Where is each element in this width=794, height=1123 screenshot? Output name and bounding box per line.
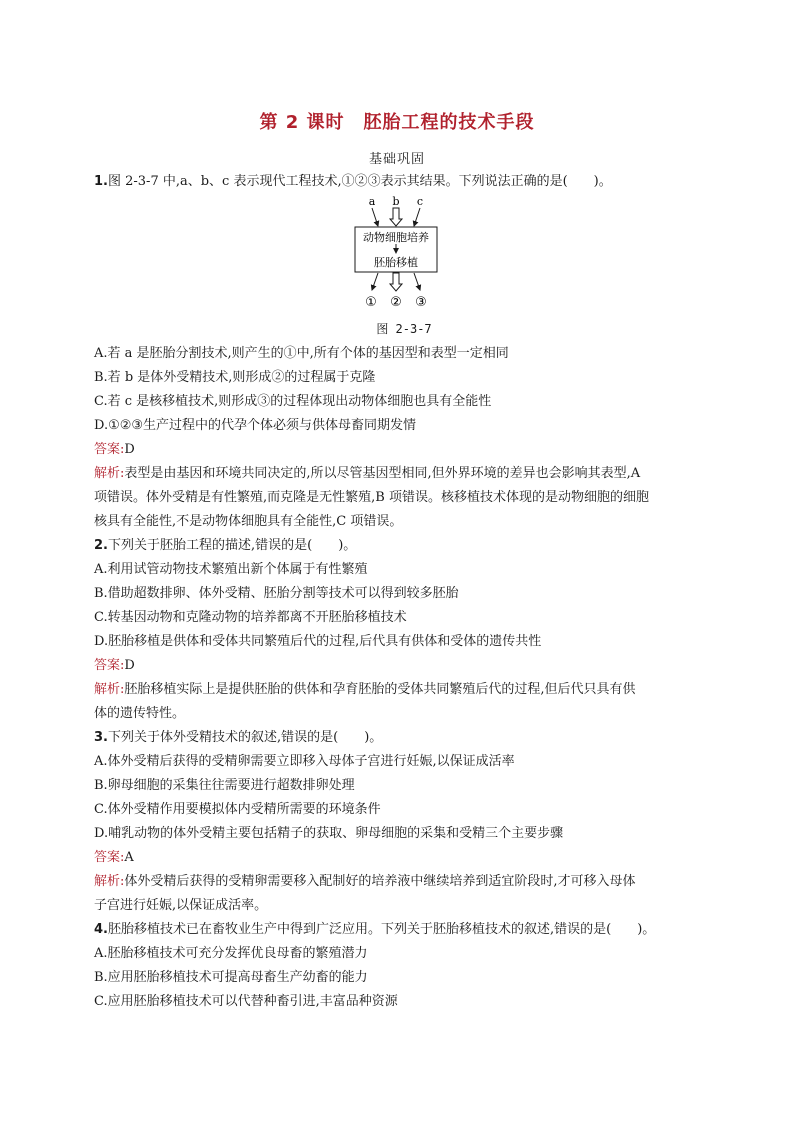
- analysis-line: 子宫进行妊娠,以保证成活率。: [94, 898, 268, 913]
- question-text: 下列关于胚胎工程的描述,错误的是( )。: [107, 538, 357, 553]
- question-text: 胚胎移植技术已在畜牧业生产中得到广泛应用。下列关于胚胎移植技术的叙述,错误的是( )。: [107, 922, 656, 937]
- question-text: 图 2-3-7 中,a、b、c 表示现代工程技术,①②③表示其结果。下列说法正确的是( )。: [107, 174, 612, 189]
- label-b: b: [392, 195, 400, 208]
- page-title: 第 2 课时 胚胎工程的技术手段: [259, 112, 535, 133]
- option-d: D.哺乳动物的体外受精主要包括精子的获取、卵母细胞的采集和受精三个主要步骤: [94, 826, 564, 841]
- answer: [94, 846, 714, 870]
- analysis-line: [94, 870, 714, 894]
- question-1-stem: [94, 170, 714, 194]
- option-c: C.转基因动物和克隆动物的培养都离不开胚胎移植技术: [94, 610, 407, 625]
- arrow-c: [414, 208, 420, 226]
- option-c: C.体外受精作用要模拟体内受精所需要的环境条件: [94, 802, 381, 817]
- label-c: c: [416, 195, 424, 208]
- figure-2-3-7: [94, 194, 714, 342]
- option-c: C.应用胚胎移植技术可以代替种畜引进,丰富品种资源: [94, 994, 398, 1009]
- arrow-result-3: [414, 273, 420, 290]
- analysis-label: 解析:: [94, 874, 125, 889]
- answer-label: 答案:: [94, 658, 125, 673]
- arrow-result-1: [372, 273, 378, 290]
- question-4-stem: [94, 918, 714, 942]
- result-3: ③: [415, 295, 427, 310]
- question-3-stem: [94, 726, 714, 750]
- option-b: B.卵母细胞的采集往往需要进行超数排卵处理: [94, 778, 355, 793]
- arrow-a: [372, 208, 378, 226]
- answer-value: D: [124, 442, 135, 457]
- answer-value: A: [124, 850, 134, 865]
- hollow-arrow-result-2: [390, 273, 402, 291]
- answer-label: 答案:: [94, 850, 125, 865]
- label-a: a: [368, 195, 376, 208]
- question-number: 2.: [94, 538, 108, 553]
- question-text: 下列关于体外受精技术的叙述,错误的是( )。: [107, 730, 383, 745]
- section-heading: 基础巩固: [368, 152, 425, 167]
- answer: [94, 438, 714, 462]
- option-b: B.应用胚胎移植技术可提高母畜生产幼畜的能力: [94, 970, 368, 985]
- analysis-line: [94, 678, 714, 702]
- analysis-line: 体的遗传特性。: [94, 706, 186, 721]
- analysis-line: 核具有全能性,不是动物体细胞具有全能性,C 项错误。: [94, 514, 403, 529]
- option-a: A.若 a 是胚胎分割技术,则产生的①中,所有个体的基因型和表型一定相同: [94, 346, 509, 361]
- question-2-stem: [94, 534, 714, 558]
- answer-label: 答案:: [94, 442, 125, 457]
- option-a: A.胚胎移植技术可充分发挥优良母畜的繁殖潜力: [94, 946, 368, 961]
- result-2: ②: [390, 295, 402, 310]
- analysis-label: 解析:: [94, 466, 125, 481]
- question-number: 4.: [94, 922, 108, 937]
- question-number: 1.: [94, 174, 108, 189]
- answer: [94, 654, 714, 678]
- analysis-text: 表型是由基因和环境共同决定的,所以尽管基因型相同,但外界环境的差异也会影响其表型,A: [124, 466, 641, 481]
- analysis-line: [94, 462, 714, 486]
- option-d: D.①②③生产过程中的代孕个体必须与供体母畜同期发情: [94, 418, 417, 433]
- option-c: C.若 c 是核移植技术,则形成③的过程体现出动物体细胞也具有全能性: [94, 394, 492, 409]
- box-label-cell-culture: 动物细胞培养: [363, 231, 429, 244]
- option-a: A.体外受精后获得的受精卵需要立即移入母体子宫进行妊娠,以保证成活率: [94, 754, 515, 769]
- analysis-line: 项错误。体外受精是有性繁殖,而克隆是无性繁殖,B 项错误。核移植技术体现的是动物细胞的细胞: [94, 490, 649, 505]
- hollow-arrow-b: [390, 208, 402, 226]
- analysis-label: 解析:: [94, 682, 125, 697]
- flow-diagram: [344, 194, 464, 314]
- figure-caption: 图 2-3-7: [376, 322, 432, 336]
- question-content: [94, 170, 714, 1014]
- answer-value: D: [124, 658, 135, 673]
- option-a: A.利用试管动物技术繁殖出新个体属于有性繁殖: [94, 562, 368, 577]
- analysis-text: 胚胎移植实际上是提供胚胎的供体和孕育胚胎的受体共同繁殖后代的过程,但后代只具有供: [124, 682, 636, 697]
- box-label-embryo-transfer: 胚胎移植: [374, 256, 418, 269]
- option-d: D.胚胎移植是供体和受体共同繁殖后代的过程,后代具有供体和受体的遗传共性: [94, 634, 542, 649]
- option-b: B.借助超数排卵、体外受精、胚胎分割等技术可以得到较多胚胎: [94, 586, 459, 601]
- option-b: B.若 b 是体外受精技术,则形成②的过程属于克隆: [94, 370, 376, 385]
- analysis-text: 体外受精后获得的受精卵需要移入配制好的培养液中继续培养到适宜阶段时,才可移入母体: [124, 874, 636, 889]
- question-number: 3.: [94, 730, 108, 745]
- result-1: ①: [365, 295, 377, 310]
